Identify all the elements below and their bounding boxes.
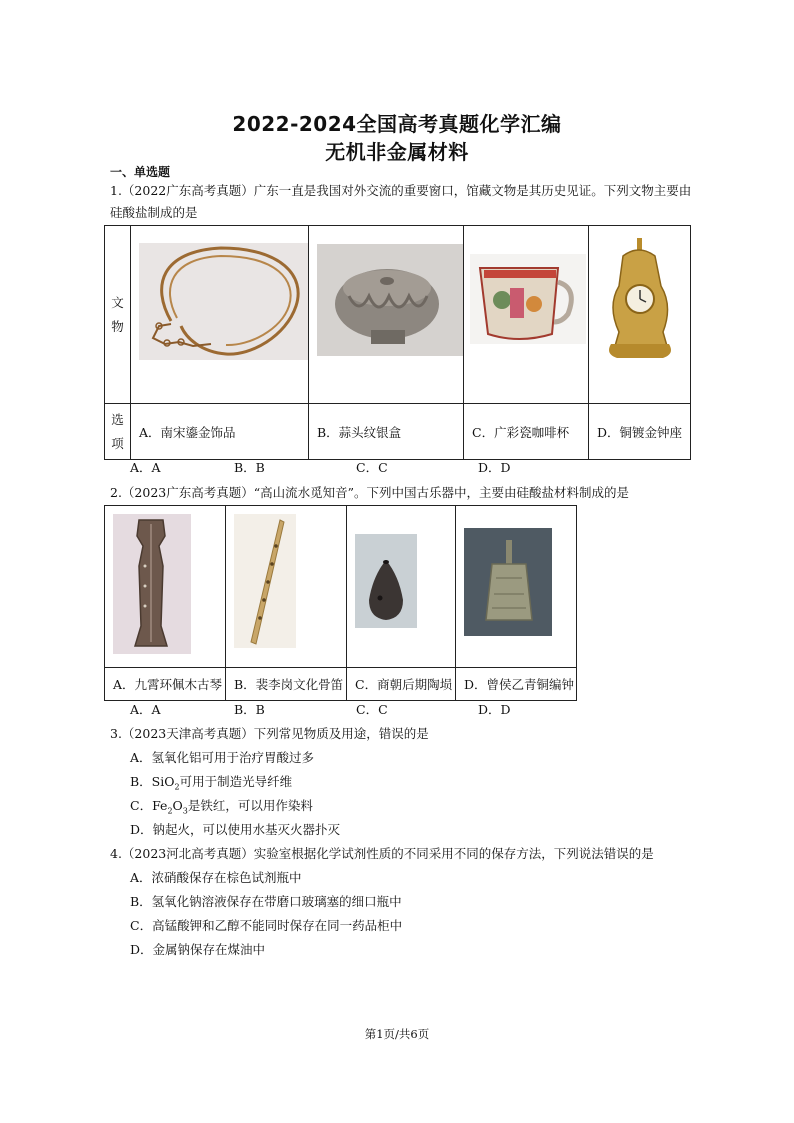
q1-image-cell-c bbox=[464, 226, 589, 404]
q4-option-d[interactable]: D．金属钠保存在煤油中 bbox=[130, 942, 266, 957]
q3-option-d[interactable]: D．钠起火，可以使用水基灭火器扑灭 bbox=[130, 822, 341, 837]
q2-answer-a[interactable]: A．A bbox=[130, 702, 161, 717]
bronze-bell-image bbox=[456, 506, 576, 664]
q1-option-b-label: B．蒜头纹银盒 bbox=[309, 404, 464, 460]
q4-option-c[interactable]: C．高锰酸钾和乙醇不能同时保存在同一药品柜中 bbox=[130, 918, 403, 933]
q1-option-c-label: C．广彩瓷咖啡杯 bbox=[464, 404, 589, 460]
q4-option-b[interactable]: B．氢氧化钠溶液保存在带磨口玻璃塞的细口瓶中 bbox=[130, 894, 402, 909]
q2-image-cell-a bbox=[105, 506, 226, 668]
q1-row-label-option: 选 项 bbox=[105, 404, 131, 460]
q2-option-b-label: B．裴李岗文化骨笛 bbox=[226, 668, 347, 701]
q1-image-cell-a bbox=[131, 226, 309, 404]
q3-option-c[interactable]: C．$Fe_2O_3$是铁红，可以用作染料 bbox=[130, 798, 313, 816]
q1-answer-a[interactable]: A．A bbox=[130, 460, 161, 475]
q3-option-b[interactable]: B．SiO$_2$可用于制造光导纤维 bbox=[130, 774, 293, 792]
q2-option-a-label: A．九霄环佩木古琴 bbox=[105, 668, 226, 701]
q4-option-a[interactable]: A．浓硝酸保存在棕色试剂瓶中 bbox=[130, 870, 302, 885]
q2-image-cell-d bbox=[456, 506, 577, 668]
q2-stem: 2.（2023广东高考真题）“高山流水觅知音”。下列中国古乐器中，主要由硅酸盐材料制成的是 bbox=[110, 485, 630, 500]
gilt-clock-image bbox=[589, 226, 690, 400]
q1-stem-line2: 硅酸盐制成的是 bbox=[110, 205, 198, 220]
page-footer: 第1页/共6页 bbox=[364, 1027, 430, 1041]
q2-answer-c[interactable]: C．C bbox=[356, 702, 388, 717]
q1-image-cell-b bbox=[309, 226, 464, 404]
q1-answer-c[interactable]: C．C bbox=[356, 460, 388, 475]
q3-option-a[interactable]: A．氢氧化铝可用于治疗胃酸过多 bbox=[130, 750, 315, 765]
q1-image-cell-d bbox=[589, 226, 691, 404]
q2-image-cell-b bbox=[226, 506, 347, 668]
bone-flute-image bbox=[226, 506, 346, 664]
porcelain-cup-image bbox=[464, 226, 588, 400]
q2-answer-d[interactable]: D．D bbox=[478, 702, 511, 717]
guqin-image bbox=[105, 506, 225, 664]
q1-option-d-label: D．铜镀金钟座 bbox=[589, 404, 691, 460]
pottery-xun-image bbox=[347, 506, 455, 664]
q2-answer-b[interactable]: B．B bbox=[234, 702, 265, 717]
q1-answer-b[interactable]: B．B bbox=[234, 460, 265, 475]
section-heading: 一、单选题 bbox=[110, 165, 171, 179]
q4-stem: 4.（2023河北高考真题）实验室根据化学试剂性质的不同采用不同的保存方法，下列说法错误的是 bbox=[110, 846, 654, 861]
q1-option-a-label: A．南宋鎏金饰品 bbox=[131, 404, 309, 460]
q3-stem: 3.（2023天津高考真题）下列常见物质及用途，错误的是 bbox=[110, 726, 429, 741]
q2-option-c-label: C．商朝后期陶埙 bbox=[347, 668, 456, 701]
q1-row-label-artifact: 文 物 bbox=[105, 226, 131, 404]
gold-necklace-image bbox=[131, 226, 308, 400]
q1-artifact-table bbox=[104, 225, 691, 460]
silver-box-image bbox=[309, 226, 463, 400]
q2-option-d-label: D．曾侯乙青铜编钟 bbox=[456, 668, 577, 701]
q1-answer-d[interactable]: D．D bbox=[478, 460, 511, 475]
doc-title-line2: 无机非金属材料 bbox=[325, 140, 469, 164]
q2-image-cell-c bbox=[347, 506, 456, 668]
q1-stem-line1: 1.（2022广东高考真题）广东一直是我国对外交流的重要窗口，馆藏文物是其历史见证。下列文物主要由 bbox=[110, 183, 692, 198]
q2-instrument-table bbox=[104, 505, 577, 701]
doc-title-line1: 2022-2024全国高考真题化学汇编 bbox=[232, 112, 562, 136]
